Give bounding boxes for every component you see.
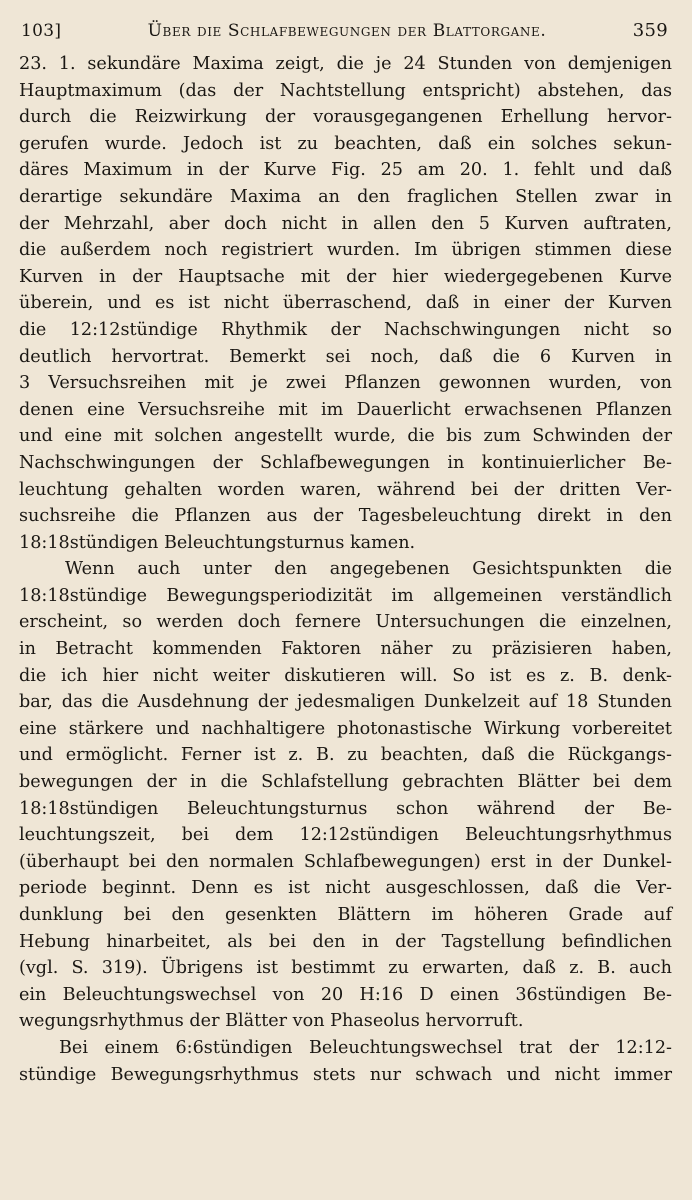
text-line: dunklung bei den gesenkten Blättern im höheren Grade auf <box>19 905 672 925</box>
text-line: (vgl. S. 319). Übrigens ist bestimmt zu erwarten, daß z. B. auch <box>19 958 672 979</box>
paragraph-start-line: Wenn auch unter den angegebenen Gesichtspunkten die <box>65 559 672 580</box>
text-line: überein, und es ist nicht überraschend, daß in einer der Kurven <box>19 293 672 314</box>
running-head <box>19 20 672 41</box>
text-line: 18:18stündige Bewegungsperiodizität im allgemeinen verständlich <box>19 585 672 606</box>
text-line: in Betracht kommenden Faktoren näher zu präzisieren haben, <box>19 639 672 660</box>
text-line: durch die Reizwirkung der vorausgegangenen Erhellung hervor- <box>19 107 672 128</box>
text-line: bewegungen der in die Schlafstellung gebrachten Blätter bei dem <box>19 772 672 793</box>
paragraph-end-line: 18:18stündigen Beleuchtungsturnus kamen. <box>19 532 416 553</box>
text-line: 23. 1. sekundäre Maxima zeigt, die je 24 Stunden von demjenigen <box>19 54 672 74</box>
paragraph-end-line: wegungsrhythmus der Blätter von Phaseolus hervorruft. <box>19 1011 524 1032</box>
text-line: bar, das die Ausdehnung der jedesmaligen Dunkelzeit auf 18 Stunden <box>19 692 672 713</box>
section-reference: 103] <box>21 21 62 41</box>
text-line: der Mehrzahl, aber doch nicht in allen den 5 Kurven auftraten, <box>19 213 672 234</box>
text-line: däres Maximum in der Kurve Fig. 25 am 20. 1. fehlt und daß <box>19 160 672 181</box>
text-line: (überhaupt bei den normalen Schlafbewegungen) erst in der Dunkel- <box>19 851 672 872</box>
text-line: deutlich hervortrat. Bemerkt sei noch, daß die 6 Kurven in <box>19 346 672 367</box>
text-line: 18:18stündigen Beleuchtungsturnus schon während der Be- <box>19 798 672 819</box>
text-line: 3 Versuchsreihen mit je zwei Pflanzen gewonnen wurden, von <box>19 373 672 394</box>
page-number: 359 <box>632 20 668 41</box>
text-line: die ich hier nicht weiter diskutieren will. So ist es z. B. denk- <box>19 665 672 686</box>
text-line: periode beginnt. Denn es ist nicht ausgeschlossen, daß die Ver- <box>19 878 672 899</box>
text-line: eine stärkere und nachhaltigere photonastische Wirkung vorbereitet <box>19 718 672 739</box>
text-line: derartige sekundäre Maxima an den fraglichen Stellen zwar in <box>19 186 672 207</box>
text-line: gerufen wurde. Jedoch ist zu beachten, daß ein solches sekun- <box>19 133 672 154</box>
body-text <box>19 51 672 1088</box>
text-line: erscheint, so werden doch fernere Untersuchungen die einzelnen, <box>19 612 672 633</box>
text-line: denen eine Versuchsreihe mit im Dauerlicht erwachsenen Pflanzen <box>19 399 672 420</box>
text-line: und ermöglicht. Ferner ist z. B. zu beachten, daß die Rückgangs- <box>19 745 672 766</box>
text-line: suchsreihe die Pflanzen aus der Tagesbeleuchtung direkt in den <box>19 506 672 527</box>
paragraph-start-line: Bei einem 6:6stündigen Beleuchtungswechsel trat der 12:12- <box>59 1037 672 1058</box>
text-line: Hebung hinarbeitet, als bei den in der Tagstellung befindlichen <box>19 931 672 952</box>
text-line: Nachschwingungen der Schlafbewegungen in kontinuierlicher Be- <box>19 452 672 473</box>
text-line: Hauptmaximum (das der Nachtstellung entspricht) abstehen, das <box>19 80 672 101</box>
text-line: und eine mit solchen angestellt wurde, die bis zum Schwinden der <box>19 426 672 447</box>
text-line: leuchtungszeit, bei dem 12:12stündigen Beleuchtungsrhythmus <box>19 825 672 846</box>
running-title: Über die Schlafbewegungen der Blattorgane. <box>147 21 547 41</box>
text-line: die 12:12stündige Rhythmik der Nachschwingungen nicht so <box>19 319 672 340</box>
text-line: leuchtung gehalten worden waren, während bei der dritten Ver- <box>19 479 672 500</box>
text-line: Kurven in der Hauptsache mit der hier wiedergegebenen Kurve <box>19 266 672 287</box>
text-line: stündige Bewegungsrhythmus stets nur schwach und nicht immer <box>19 1064 672 1085</box>
text-line: ein Beleuchtungswechsel von 20 H:16 D einen 36stündigen Be- <box>19 984 672 1005</box>
text-line: die außerdem noch registriert wurden. Im übrigen stimmen diese <box>19 240 672 261</box>
